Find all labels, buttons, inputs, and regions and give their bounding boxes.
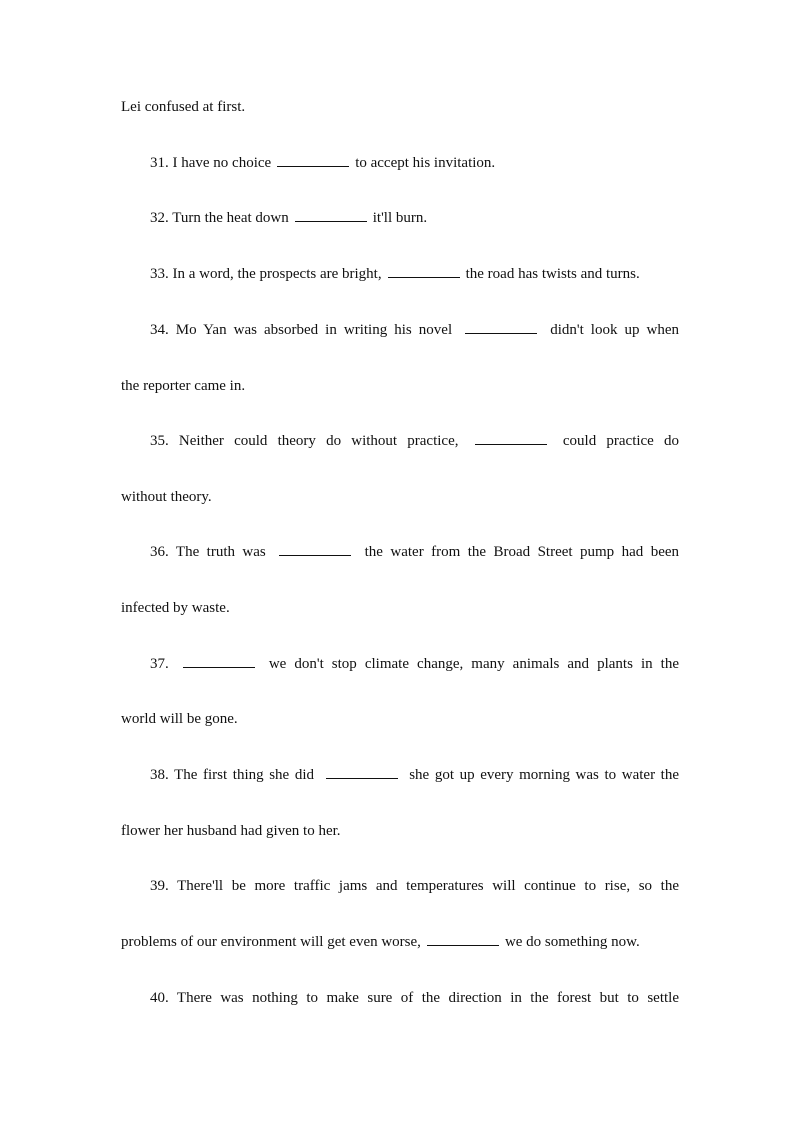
line-text: without theory. (121, 489, 212, 505)
answer-blank-39[interactable] (427, 931, 499, 946)
line-text: infected by waste. (121, 600, 230, 616)
question-text-before: 31. I have no choice (150, 155, 272, 171)
question-37 (150, 653, 679, 675)
answer-blank-33[interactable] (388, 263, 460, 278)
question-39-continuation (121, 931, 679, 953)
answer-blank-32[interactable] (295, 207, 367, 222)
question-text-after: it'll burn. (372, 210, 428, 226)
question-31 (150, 152, 679, 174)
question-39 (150, 875, 679, 897)
question-38 (150, 764, 679, 786)
question-text-before: 38. The first thing she did (150, 767, 314, 783)
text-line-continuation (121, 96, 679, 118)
question-35 (150, 430, 679, 452)
line-text: the reporter came in. (121, 378, 246, 394)
answer-blank-37[interactable] (183, 653, 255, 668)
question-text-before: 34. Mo Yan was absorbed in writing his novel (150, 322, 453, 338)
answer-blank-34[interactable] (465, 319, 537, 334)
answer-blank-36[interactable] (279, 541, 351, 556)
question-text-before: 33. In a word, the prospects are bright, (150, 266, 382, 282)
question-text-after: we don't stop climate change, many animals and plants in the (268, 656, 679, 672)
question-text-before: 32. Turn the heat down (150, 210, 289, 226)
question-32 (150, 207, 679, 229)
answer-blank-31[interactable] (277, 152, 349, 167)
question-text-before: 37. (150, 656, 169, 672)
line-text: world will be gone. (121, 711, 238, 727)
question-37-continuation (121, 708, 679, 730)
line-text: Lei confused at first. (121, 99, 246, 115)
question-text-before: 35. Neither could theory do without practice, (150, 433, 459, 449)
question-text-after: she got up every morning was to water the (409, 767, 680, 783)
question-text-before: 36. The truth was (150, 544, 266, 560)
question-text-after: didn't look up when (550, 322, 680, 338)
question-34 (150, 319, 679, 341)
question-text: 39. There'll be more traffic jams and temperatures will continue to rise, so the (150, 878, 679, 894)
question-text: 40. There was nothing to make sure of the direction in the forest but to settle (150, 990, 679, 1006)
question-36-continuation (121, 597, 679, 619)
question-text-after: to accept his invitation. (355, 155, 496, 171)
question-36 (150, 541, 679, 563)
question-35-continuation (121, 486, 679, 508)
answer-blank-35[interactable] (475, 430, 547, 445)
question-34-continuation (121, 375, 679, 397)
answer-blank-38[interactable] (326, 764, 398, 779)
question-text-after: could practice do (562, 433, 680, 449)
question-40 (150, 987, 679, 1009)
question-38-continuation (121, 820, 679, 842)
question-text-after: the water from the Broad Street pump had been (364, 544, 680, 560)
question-text-after: the road has twists and turns. (465, 266, 640, 282)
question-text-after: we do something now. (504, 934, 640, 950)
question-33 (150, 263, 679, 285)
question-text-before: problems of our environment will get even worse, (121, 934, 421, 950)
line-text: flower her husband had given to her. (121, 823, 341, 839)
